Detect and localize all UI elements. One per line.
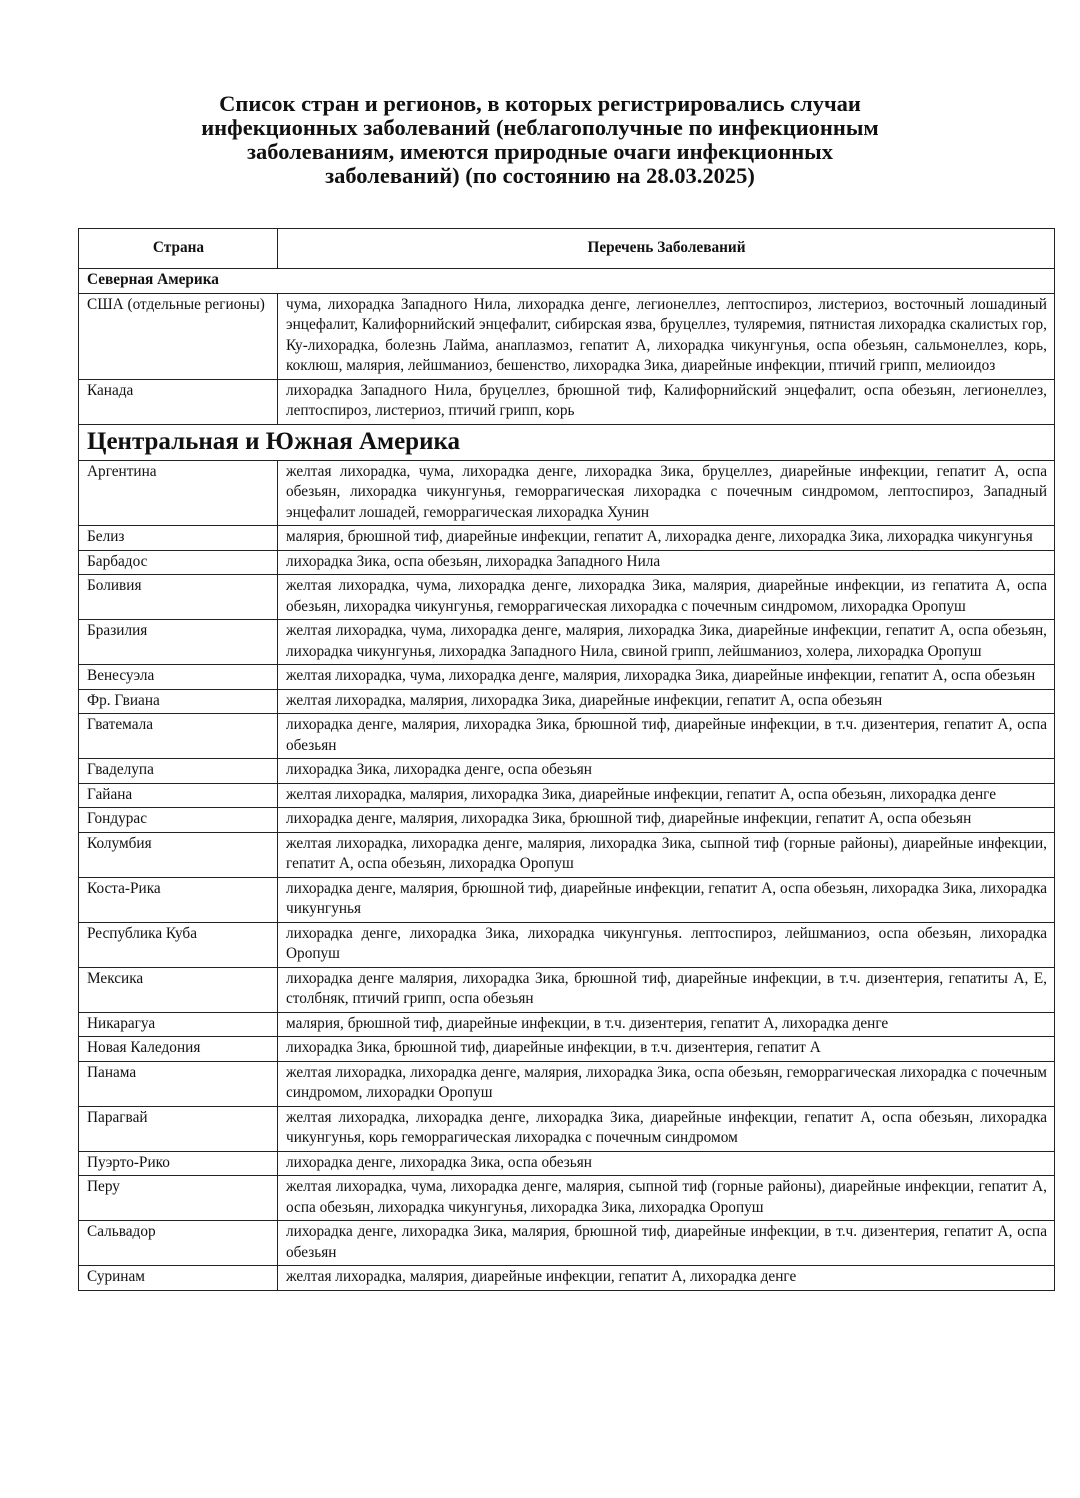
country-cell: Новая Каледония (79, 1037, 278, 1062)
table-row (79, 783, 1055, 808)
table-row (79, 575, 1055, 620)
table-row (79, 1176, 1055, 1221)
diseases-cell: лихорадка денге, лихорадка Зика, оспа обезьян (278, 1151, 1055, 1176)
region-row (79, 424, 1055, 460)
diseases-cell: желтая лихорадка, лихорадка денге, малярия, лихорадка Зика, оспа обезьян, геморрагическая лихорадка с почечным синдромом, лихорадки Оропуш (278, 1061, 1055, 1106)
region-heading: Северная Америка (79, 269, 1055, 294)
table-row (79, 1151, 1055, 1176)
country-cell: Боливия (79, 575, 278, 620)
table-row (79, 620, 1055, 665)
table-body (79, 269, 1055, 1291)
diseases-cell: желтая лихорадка, чума, лихорадка денге, малярия, сыпной тиф (горные районы), диарейные инфекции, гепатит А, оспа обезьян, лихорадка чикунгунья, лихорадка Зика, лихорадка Оропуш (278, 1176, 1055, 1221)
country-cell: Никарагуа (79, 1012, 278, 1037)
diseases-cell: желтая лихорадка, чума, лихорадка денге, малярия, лихорадка Зика, диарейные инфекции, гепатит А, оспа обезьян (278, 665, 1055, 690)
table-row (79, 877, 1055, 922)
diseases-cell: желтая лихорадка, малярия, лихорадка Зика, диарейные инфекции, гепатит А, оспа обезьян (278, 689, 1055, 714)
title-line: инфекционных заболеваний (неблагополучные по инфекционным (201, 115, 879, 140)
country-cell: Фр. Гвиана (79, 689, 278, 714)
diseases-cell: лихорадка Зика, лихорадка денге, оспа обезьян (278, 759, 1055, 784)
country-cell: Гватемала (79, 714, 278, 759)
diseases-cell: лихорадка Зика, оспа обезьян, лихорадка Западного Нила (278, 550, 1055, 575)
table-row (79, 922, 1055, 967)
country-cell: Канада (79, 379, 278, 424)
country-cell: Аргентина (79, 460, 278, 526)
diseases-cell: желтая лихорадка, чума, лихорадка денге, малярия, лихорадка Зика, диарейные инфекции, гепатит А, оспа обезьян, лихорадка чикунгунья, лихорадка Западного Нила, свиной грипп, лейшманиоз, холера, лихорадка Оропуш (278, 620, 1055, 665)
region-heading: Центральная и Южная Америка (79, 424, 1055, 460)
country-cell: Венесуэла (79, 665, 278, 690)
diseases-cell: малярия, брюшной тиф, диарейные инфекции, в т.ч. дизентерия, гепатит А, лихорадка денге (278, 1012, 1055, 1037)
diseases-cell: желтая лихорадка, чума, лихорадка денге, лихорадка Зика, бруцеллез, диарейные инфекции, гепатит А, оспа обезьян, лихорадка чикунгунья, геморрагическая лихорадка с почечным синдромом, лептоспироз, Западный энцефалит лошадей, геморрагическая лихорадка Хунин (278, 460, 1055, 526)
country-cell: Гайана (79, 783, 278, 808)
table-row (79, 689, 1055, 714)
diseases-cell: лихорадка денге, малярия, брюшной тиф, диарейные инфекции, гепатит А, оспа обезьян, лихорадка Зика, лихорадка чикунгунья (278, 877, 1055, 922)
table-row (79, 1037, 1055, 1062)
country-cell: Мексика (79, 967, 278, 1012)
country-cell: Бразилия (79, 620, 278, 665)
diseases-cell: малярия, брюшной тиф, диарейные инфекции, гепатит А, лихорадка денге, лихорадка Зика, лихорадка чикунгунья (278, 526, 1055, 551)
table-row (79, 1266, 1055, 1291)
table-row (79, 550, 1055, 575)
disease-table (78, 228, 1055, 1291)
country-cell: Пуэрто-Рико (79, 1151, 278, 1176)
table-row (79, 1012, 1055, 1037)
table-row (79, 293, 1055, 379)
table-row (79, 665, 1055, 690)
table-row (79, 714, 1055, 759)
diseases-cell: лихорадка Зика, брюшной тиф, диарейные инфекции, в т.ч. дизентерия, гепатит А (278, 1037, 1055, 1062)
title-line: заболеваниям, имеются природные очаги инфекционных (246, 139, 834, 164)
table-row (79, 1061, 1055, 1106)
country-cell: Колумбия (79, 832, 278, 877)
diseases-cell: желтая лихорадка, лихорадка денге, малярия, лихорадка Зика, сыпной тиф (горные районы), диарейные инфекции, гепатит А, оспа обезьян, лихорадка Оропуш (278, 832, 1055, 877)
country-cell: Панама (79, 1061, 278, 1106)
country-cell: Гваделупа (79, 759, 278, 784)
title-line: заболеваний) (по состоянию на 28.03.2025) (325, 163, 755, 188)
diseases-cell: лихорадка денге, лихорадка Зика, малярия, брюшной тиф, диарейные инфекции, в т.ч. дизентерия, гепатит А, оспа обезьян (278, 1221, 1055, 1266)
table-row (79, 832, 1055, 877)
table-row (79, 759, 1055, 784)
table-row (79, 460, 1055, 526)
country-cell: Республика Куба (79, 922, 278, 967)
table-row (79, 1106, 1055, 1151)
diseases-cell: чума, лихорадка Западного Нила, лихорадка денге, легионеллез, лептоспироз, листериоз, восточный лошадиный энцефалит, Калифорнийский энцефалит, сибирская язва, бруцеллез, туляремия, пятнистая лихорадка скалистых гор, Ку-лихорадка, болезнь Лайма, анаплазмоз, гепатит А, лихорадка чикунгунья, оспа обезьян, сальмонеллез, корь, коклюш, малярия, лейшманиоз, бешенство, лихорадка Зика, диарейные инфекции, птичий грипп, мелиоидоз (278, 293, 1055, 379)
country-cell: Перу (79, 1176, 278, 1221)
diseases-cell: лихорадка Западного Нила, бруцеллез, брюшной тиф, Калифорнийский энцефалит, оспа обезьян, легионеллез, лептоспироз, листериоз, птичий грипп, корь (278, 379, 1055, 424)
diseases-cell: лихорадка денге, малярия, лихорадка Зика, брюшной тиф, диарейные инфекции, в т.ч. дизентерия, гепатит А, оспа обезьян (278, 714, 1055, 759)
table-row (79, 526, 1055, 551)
column-header-diseases: Перечень Заболеваний (278, 229, 1055, 269)
country-cell: Коста-Рика (79, 877, 278, 922)
diseases-cell: лихорадка денге, малярия, лихорадка Зика, брюшной тиф, диарейные инфекции, гепатит А, оспа обезьян (278, 808, 1055, 833)
country-cell: Белиз (79, 526, 278, 551)
table-row (79, 1221, 1055, 1266)
table-row (79, 967, 1055, 1012)
diseases-cell: желтая лихорадка, малярия, лихорадка Зика, диарейные инфекции, гепатит А, оспа обезьян, лихорадка денге (278, 783, 1055, 808)
table-row (79, 808, 1055, 833)
table-header-row (79, 229, 1055, 269)
diseases-cell: лихорадка денге, лихорадка Зика, лихорадка чикунгунья. лептоспироз, лейшманиоз, оспа обезьян, лихорадка Оропуш (278, 922, 1055, 967)
diseases-cell: желтая лихорадка, чума, лихорадка денге, лихорадка Зика, малярия, диарейные инфекции, из гепатита А, оспа обезьян, лихорадка чикунгунья, геморрагическая лихорадка с почечным синдромом, лихорадка Оропуш (278, 575, 1055, 620)
country-cell: Парагвай (79, 1106, 278, 1151)
country-cell: Барбадос (79, 550, 278, 575)
column-header-country: Страна (79, 229, 278, 269)
document-title (120, 92, 960, 188)
country-cell: Сальвадор (79, 1221, 278, 1266)
table-row (79, 379, 1055, 424)
country-cell: Гондурас (79, 808, 278, 833)
country-cell: Суринам (79, 1266, 278, 1291)
diseases-cell: лихорадка денге малярия, лихорадка Зика, брюшной тиф, диарейные инфекции, в т.ч. дизентерия, гепатиты А, Е, столбняк, птичий грипп, оспа обезьян (278, 967, 1055, 1012)
diseases-cell: желтая лихорадка, лихорадка денге, лихорадка Зика, диарейные инфекции, гепатит А, оспа обезьян, лихорадка чикунгунья, корь геморрагическая лихорадка с почечным синдромом (278, 1106, 1055, 1151)
region-row (79, 269, 1055, 294)
country-cell: США (отдельные регионы) (79, 293, 278, 379)
title-line: Список стран и регионов, в которых регистрировались случаи (219, 91, 861, 116)
diseases-cell: желтая лихорадка, малярия, диарейные инфекции, гепатит А, лихорадка денге (278, 1266, 1055, 1291)
